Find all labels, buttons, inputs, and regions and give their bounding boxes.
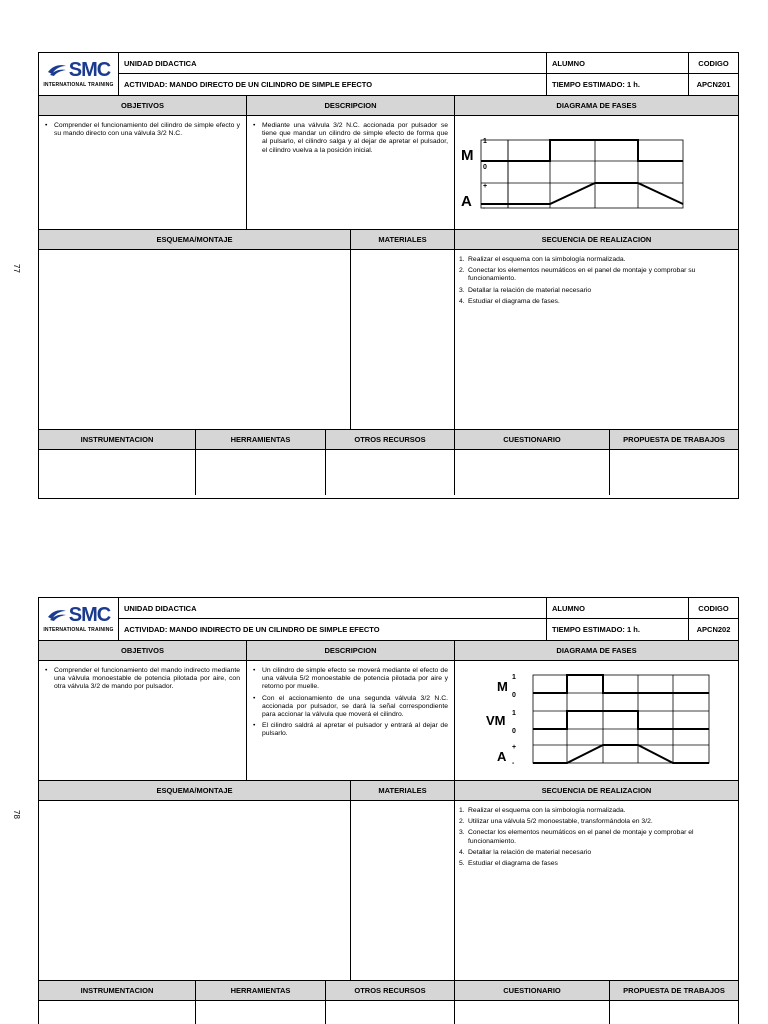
esquema-area[interactable] [39,250,351,430]
descripcion-content [247,116,455,230]
activity-sheet-1 [38,52,739,499]
materiales-area[interactable] [351,250,455,430]
tiempo-label: TIEMPO ESTIMADO: 1 h. [552,80,640,89]
instrumentacion-area[interactable] [39,1001,196,1024]
smc-logo: SMC INTERNATIONAL TRAINING [39,53,119,95]
herramientas-area[interactable] [196,1001,326,1024]
objetivos-content [39,661,247,781]
activity-title: ACTIVIDAD: MANDO DIRECTO DE UN CILINDRO DE SIMPLE EFECTO [124,80,373,89]
propuesta-area[interactable] [610,1001,738,1024]
secuencia-step: 2. Utilizar una válvula 5/2 monoestable, transformándola en 3/2. [459,818,653,826]
otros-recursos-header: OTROS RECURSOS [326,430,455,450]
diagram-label-vm: VM [486,713,506,728]
diagram-label-m: M [497,679,508,694]
descripcion-item: • Mediante una válvula 3/2 N.C. accionada por pulsador se tiene que mandar un cilindro de simple efecto de forma que al pulsarlo, el cilindro salga y al dejar de apretar el pulsador, el cilindro vuelva a la posición inicial. [253,122,448,155]
cuestionario-header: CUESTIONARIO [455,430,610,450]
diagrama-header: DIAGRAMA DE FASES [455,96,738,116]
descripcion-content [247,661,455,781]
signal-a-line [533,745,709,763]
signal-m-line [533,675,709,693]
sheet-header [39,53,738,96]
diagram-tick-marks [512,674,516,767]
codigo-label: CODIGO [689,598,738,619]
svg-text:0: 0 [483,164,487,171]
page-number: 77 [11,264,21,273]
materiales-header: MATERIALES [351,230,455,250]
diagram-label-m: M [461,147,474,164]
svg-text:0: 0 [512,692,516,699]
activity-title: ACTIVIDAD: MANDO INDIRECTO DE UN CILINDRO DE SIMPLE EFECTO [124,625,380,634]
activity-sheet-2 [38,597,739,1024]
sheet-header [39,598,738,641]
page-number: 78 [11,810,21,819]
propuesta-header: PROPUESTA DE TRABAJOS [610,430,738,450]
svg-text:+: + [512,744,517,751]
cuestionario-header: CUESTIONARIO [455,981,610,1001]
codigo-value: APCN201 [696,80,731,89]
smc-logo: SMC INTERNATIONAL TRAINING [39,598,119,640]
svg-text:1: 1 [512,710,516,717]
secuencia-content [455,250,738,430]
materiales-area[interactable] [351,801,455,981]
alumno-field[interactable]: ALUMNO [547,598,688,619]
herramientas-header: HERRAMIENTAS [196,981,326,1001]
diagram-grid [481,140,683,208]
esquema-header: ESQUEMA/MONTAJE [39,230,351,250]
objetivos-header: OBJETIVOS [39,96,247,116]
instrumentacion-header: INSTRUMENTACION [39,430,196,450]
diagrama-header: DIAGRAMA DE FASES [455,641,738,661]
phase-diagram [455,661,738,781]
secuencia-step: 5. Estudiar el diagrama de fases [459,860,558,868]
materiales-header: MATERIALES [351,781,455,801]
secuencia-step: 4. Estudiar el diagrama de fases. [459,297,560,305]
unidad-label: UNIDAD DIDACTICA [119,53,546,74]
codigo-value: APCN202 [696,625,731,634]
signal-a-line [481,183,683,204]
otros-recursos-header: OTROS RECURSOS [326,981,455,1001]
esquema-area[interactable] [39,801,351,981]
objetivo-item: • Comprender el funcionamiento del cilindro de simple efecto y su mando directo con una válvula 3/2 N.C. [45,122,240,138]
codigo-label: CODIGO [689,53,738,74]
secuencia-step: 1. Realizar el esquema con la simbología normalizada. [459,256,626,263]
instrumentacion-header: INSTRUMENTACION [39,981,196,1001]
unidad-label: UNIDAD DIDACTICA [119,598,546,619]
objetivo-item: • Comprender el funcionamiento del mando indirecto mediante una válvula monoestable de potencia pilotada por aire, con otra válvula 3/2 de mando por pulsador. [45,667,240,692]
propuesta-header: PROPUESTA DE TRABAJOS [610,981,738,1001]
secuencia-content [455,801,738,981]
svg-text:+: + [483,183,488,190]
smc-swirl-icon [47,608,67,622]
esquema-header: ESQUEMA/MONTAJE [39,781,351,801]
secuencia-step: 1. Realizar el esquema con la simbología normalizada. [459,807,626,814]
instrumentacion-area[interactable] [39,450,196,495]
signal-vm-line [533,711,709,729]
objetivos-content [39,116,247,230]
secuencia-step: 3. Conectar los elementos neumáticos en el panel de montaje y comprobar el funcionamiento. [459,829,694,845]
svg-text:-: - [483,205,486,212]
secuencia-header: SECUENCIA DE REALIZACION [455,781,738,801]
alumno-field[interactable]: ALUMNO [547,53,688,74]
svg-text:0: 0 [512,728,516,735]
herramientas-area[interactable] [196,450,326,495]
svg-text:1: 1 [483,138,487,145]
descripcion-header: DESCRIPCION [247,641,455,661]
secuencia-step: 4. Detallar la relación de material necesario [459,848,592,856]
diagram-label-a: A [461,193,472,210]
diagram-grid [533,675,709,763]
descripcion-header: DESCRIPCION [247,96,455,116]
cuestionario-area[interactable] [455,450,610,495]
descripcion-item: • Con el accionamiento de una segunda válvula 3/2 N.C. accionada por pulsador, se dará la señal correspondiente para accionar la válvula que moverá el cilindro. [253,695,448,720]
objetivos-header: OBJETIVOS [39,641,247,661]
cuestionario-area[interactable] [455,1001,610,1024]
secuencia-step: 3. Detallar la relación de material necesario [459,286,592,294]
svg-text:1: 1 [512,674,516,681]
descripcion-item: • El cilindro saldrá al apretar el pulsador y entrará al dejar de pulsarlo. [253,722,448,738]
smc-swirl-icon [47,63,67,77]
svg-text:-: - [512,760,515,767]
otros-recursos-area[interactable] [326,450,455,495]
tiempo-label: TIEMPO ESTIMADO: 1 h. [552,625,640,634]
herramientas-header: HERRAMIENTAS [196,430,326,450]
diagram-label-a: A [497,749,507,764]
signal-m-line [481,140,683,161]
secuencia-header: SECUENCIA DE REALIZACION [455,230,738,250]
descripcion-item: • Un cilindro de simple efecto se moverá mediante el efecto de una válvula 5/2 monoestable de potencia pilotada por aire y retorno por muelle. [253,667,448,692]
phase-diagram [455,116,738,230]
diagram-tick-marks [483,138,487,212]
secuencia-step: 2. Conectar los elementos neumáticos en el panel de montaje y comprobar su funcionamiento. [459,267,696,283]
propuesta-area[interactable] [610,450,738,495]
otros-recursos-area[interactable] [326,1001,455,1024]
